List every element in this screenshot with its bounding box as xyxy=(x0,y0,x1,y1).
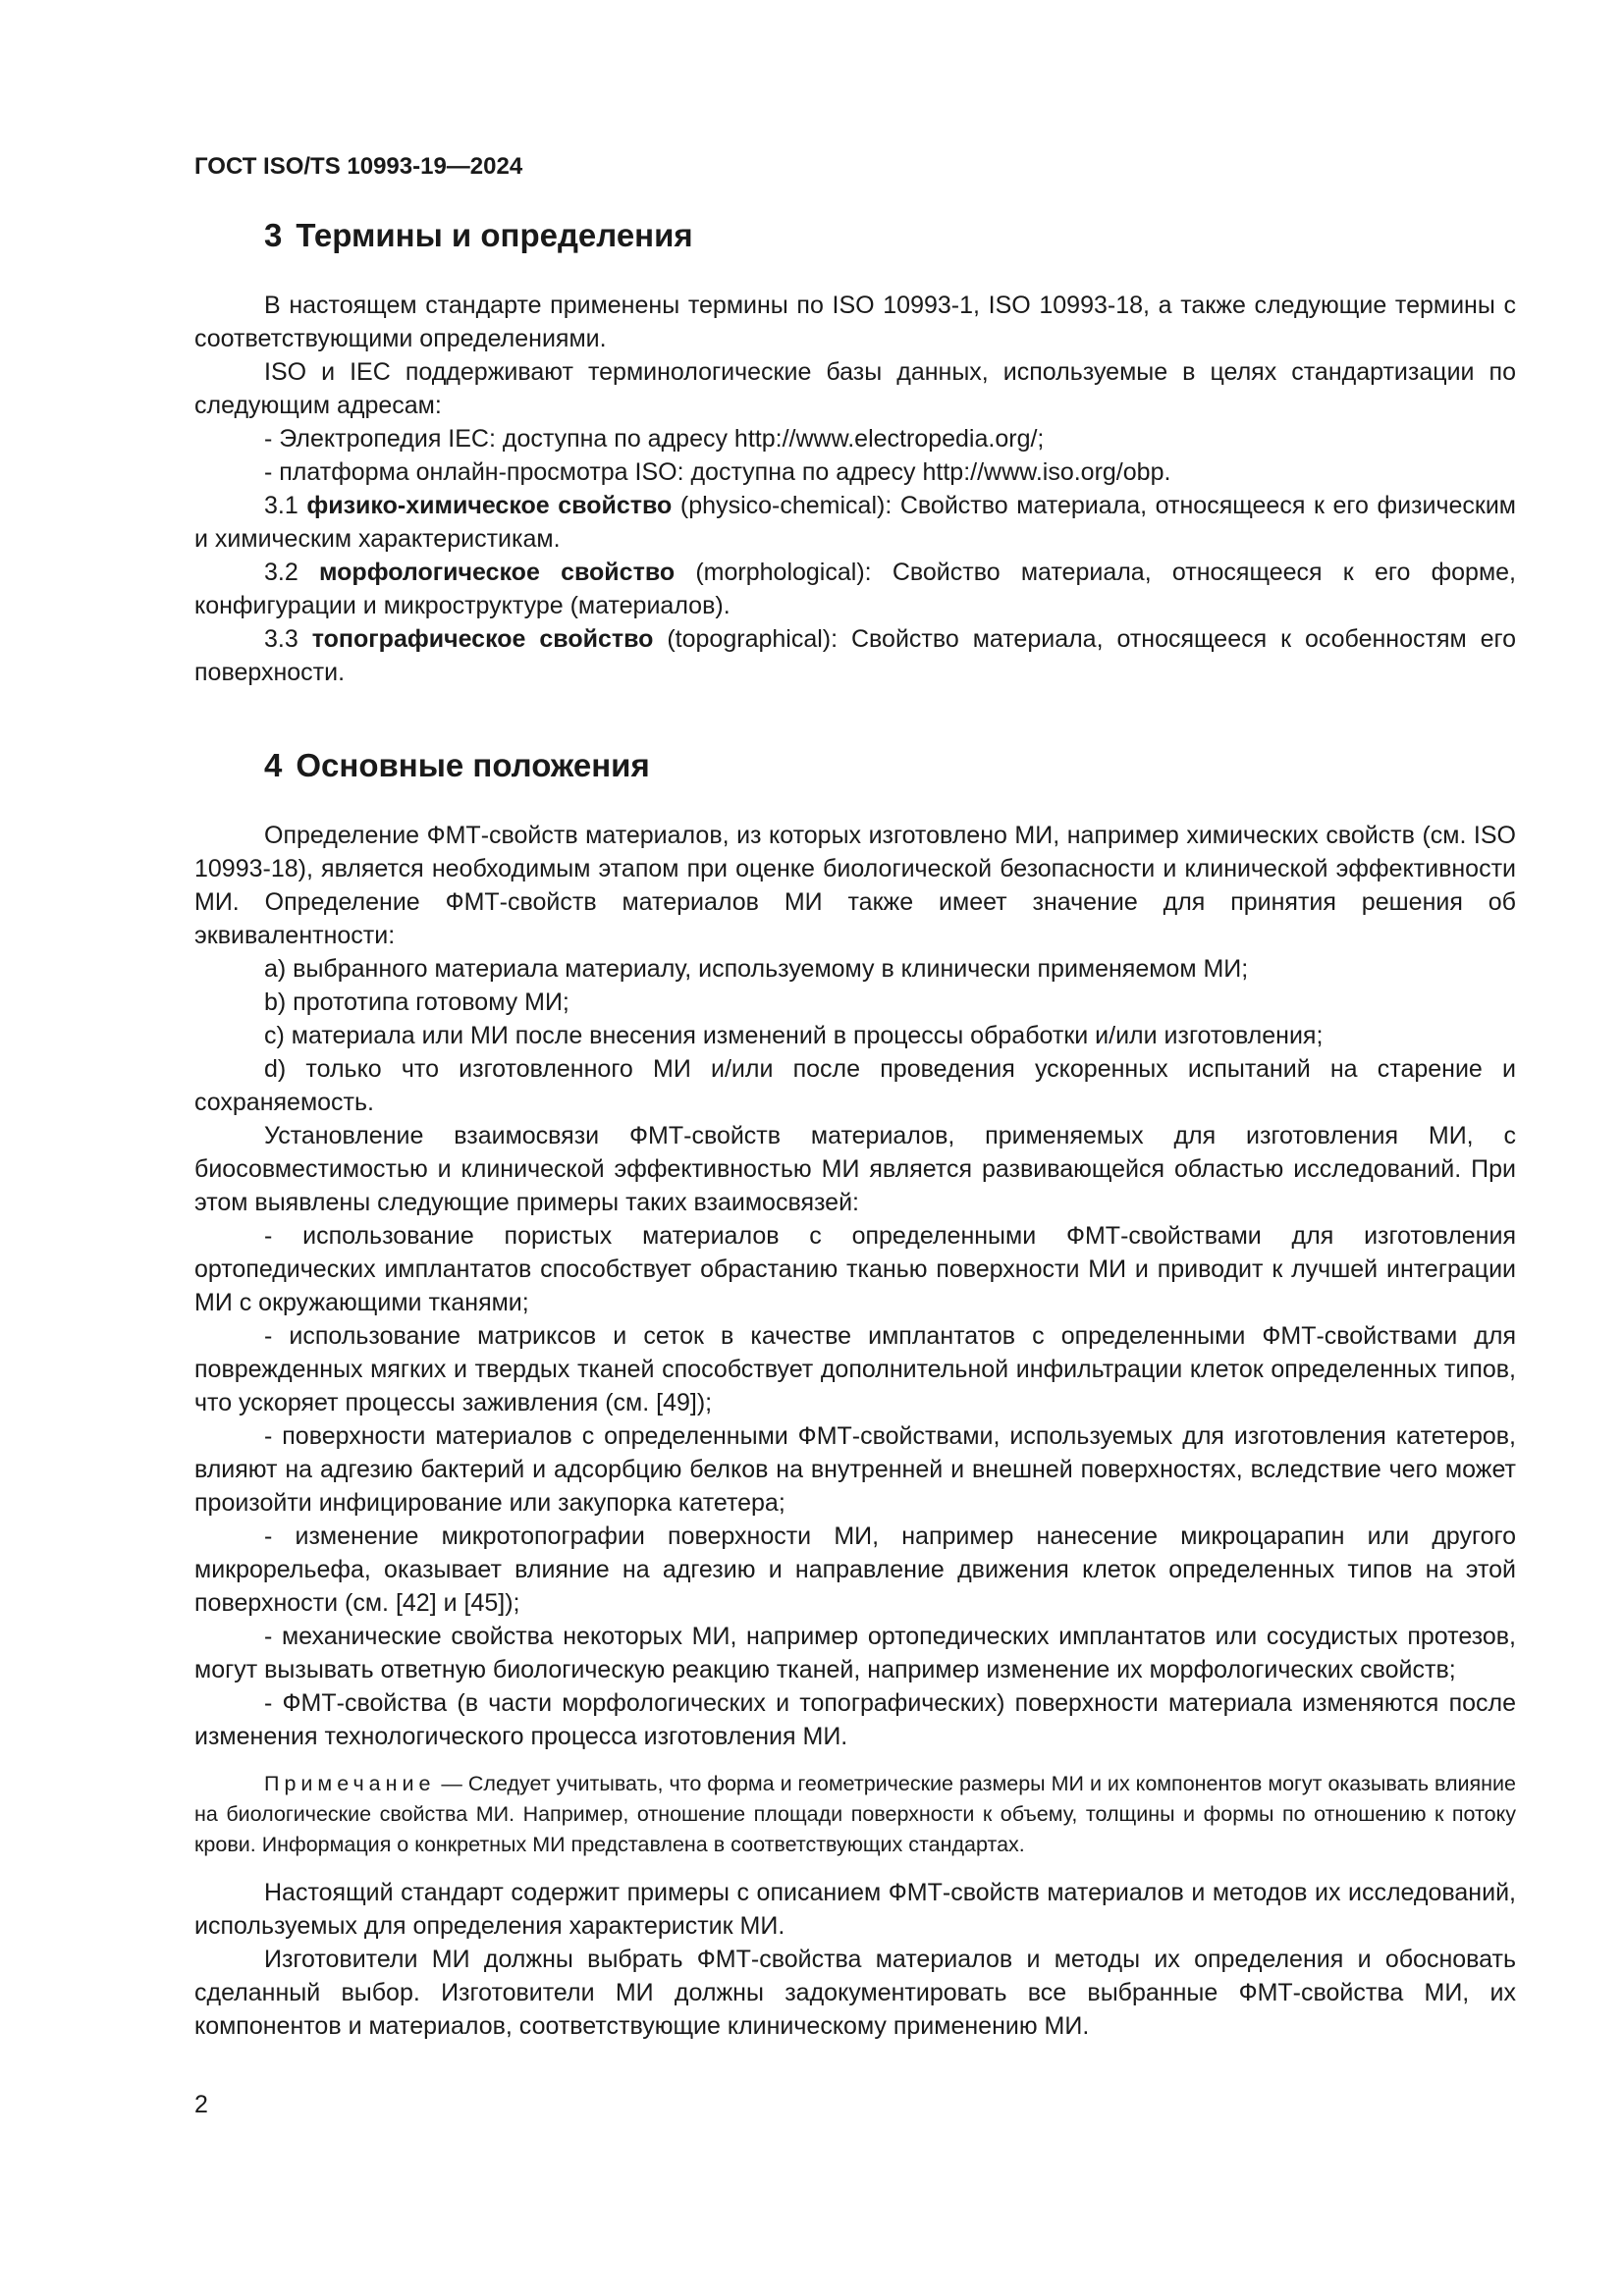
list-item: b) прототипа готовому МИ; xyxy=(264,988,569,1016)
section-gap xyxy=(194,689,1516,746)
term-name: морфологическое свойство xyxy=(319,559,676,586)
term-definition: (topographical): Свойство материала, относящееся к особенностям его поверхности. xyxy=(194,625,1516,686)
list-item: d) только что изготовленного МИ и/или после проведения ускоренных испытаний на старение и сохраняемость. xyxy=(194,1055,1516,1116)
example-item: - изменение микротопографии поверхности МИ, например нанесение микроцарапин или другого микрорельефа, оказывает влияние на адгезию и направление движения клеток определенных типов на этой поверхности (см. [42] и [45]); xyxy=(194,1522,1516,1617)
list-item: a) выбранного материала материалу, используемому в клинически применяемом МИ; xyxy=(264,955,1249,983)
document-header: ГОСТ ISO/TS 10993-19—2024 xyxy=(194,153,523,180)
example-item: - использование пористых материалов с определенными ФМТ-свойствами для изготовления ортопедических имплантатов способствует обрастанию тканью поверхности МИ и приводит к лучшей интеграции МИ с окружающими тканями; xyxy=(194,1222,1516,1316)
note-text: — Следует учитывать, что форма и геометрические размеры МИ и их компонентов могут оказывать влияние на биологические свойства МИ. Например, отношение площади поверхности к объему, толщины и формы по отношению к потоку крови. Информация о конкретных МИ представлена в соответствующих стандартах. xyxy=(194,1772,1516,1856)
note-label: Примечание xyxy=(264,1772,436,1795)
term-name: физико-химическое свойство xyxy=(306,492,673,519)
example-item: - использование матриксов и сеток в качестве имплантатов с определенными ФМТ-свойствами для поврежденных мягких и твердых тканей способствует дополнительной инфильтрации клеток определенных типов, что ускоряет процессы заживления (см. [49]); xyxy=(194,1322,1516,1416)
term-3-2 xyxy=(194,556,1516,622)
section-3-heading xyxy=(264,216,1516,255)
term-definition: (morphological): Свойство материала, относящееся к его форме, конфигурации и микроструктуре (материалов). xyxy=(194,559,1516,619)
term-number: 3.2 xyxy=(264,559,298,586)
section-3-databases: ISO и IEC поддерживают терминологические базы данных, используемые в целях стандартизации по следующим адресам: xyxy=(194,358,1516,419)
section-4-number: 4 xyxy=(264,747,283,783)
link-iso-obp: - платформа онлайн-просмотра ISO: доступна по адресу http://www.iso.org/obp. xyxy=(264,458,1171,486)
section-4-paragraph-1: Определение ФМТ-свойств материалов, из которых изготовлено МИ, например химических свойств (см. ISO 10993-18), является необходимым этапом при оценке биологической безопасности и клинической эффективности МИ. Определение ФМТ-свойств материалов МИ также имеет значение для принятия решения об эквивалентности: xyxy=(194,822,1516,949)
term-name: топографическое свойство xyxy=(311,625,654,653)
note xyxy=(194,1769,1516,1860)
term-definition: (physico-chemical): Свойство материала, относящееся к его физическим и химическим характеристикам. xyxy=(194,492,1516,553)
term-3-1 xyxy=(194,489,1516,556)
section-4-title: Основные положения xyxy=(296,747,650,783)
section-3-intro: В настоящем стандарте применены термины по ISO 10993-1, ISO 10993-18, а также следующие термины с соответствующими определениями. xyxy=(194,292,1516,352)
document-body xyxy=(194,216,1516,2043)
section-4-paragraph-3: Настоящий стандарт содержит примеры с описанием ФМТ-свойств материалов и методов их исследований, используемых для определения характеристик МИ. xyxy=(194,1879,1516,1940)
example-item: - ФМТ-свойства (в части морфологических и топографических) поверхности материала изменяются после изменения технологического процесса изготовления МИ. xyxy=(194,1689,1516,1750)
section-4-paragraph-4: Изготовители МИ должны выбрать ФМТ-свойства материалов и методы их определения и обосновать сделанный выбор. Изготовители МИ должны задокументировать все выбранные ФМТ-свойства МИ, их компонентов и материалов, соответствующие клиническому применению МИ. xyxy=(194,1946,1516,2040)
term-number: 3.3 xyxy=(264,625,298,653)
term-3-3 xyxy=(194,622,1516,689)
page-number: 2 xyxy=(194,2091,208,2118)
section-4-paragraph-2: Установление взаимосвязи ФМТ-свойств материалов, применяемых для изготовления МИ, с биосовместимостью и клинической эффективностью МИ является развивающейся областью исследований. При этом выявлены следующие примеры таких взаимосвязей: xyxy=(194,1122,1516,1216)
link-electropedia: - Электропедия IEC: доступна по адресу http://www.electropedia.org/; xyxy=(264,425,1045,453)
section-4-heading xyxy=(264,746,1516,785)
note-gap xyxy=(194,1860,1516,1876)
example-item: - поверхности материалов с определенными ФМТ-свойствами, используемых для изготовления катетеров, влияют на адгезию бактерий и адсорбцию белков на внутренней и внешней поверхностях, вследствие чего может произойти инфицирование или закупорка катетера; xyxy=(194,1422,1516,1517)
section-3-number: 3 xyxy=(264,217,283,253)
list-item: c) материала или МИ после внесения изменений в процессы обработки и/или изготовления; xyxy=(264,1022,1324,1049)
note-gap xyxy=(194,1753,1516,1769)
example-item: - механические свойства некоторых МИ, например ортопедических имплантатов или сосудистых протезов, могут вызывать ответную биологическую реакцию тканей, например изменение их морфологических свойств; xyxy=(194,1623,1516,1683)
section-3-title: Термины и определения xyxy=(296,217,693,253)
term-number: 3.1 xyxy=(264,492,298,519)
